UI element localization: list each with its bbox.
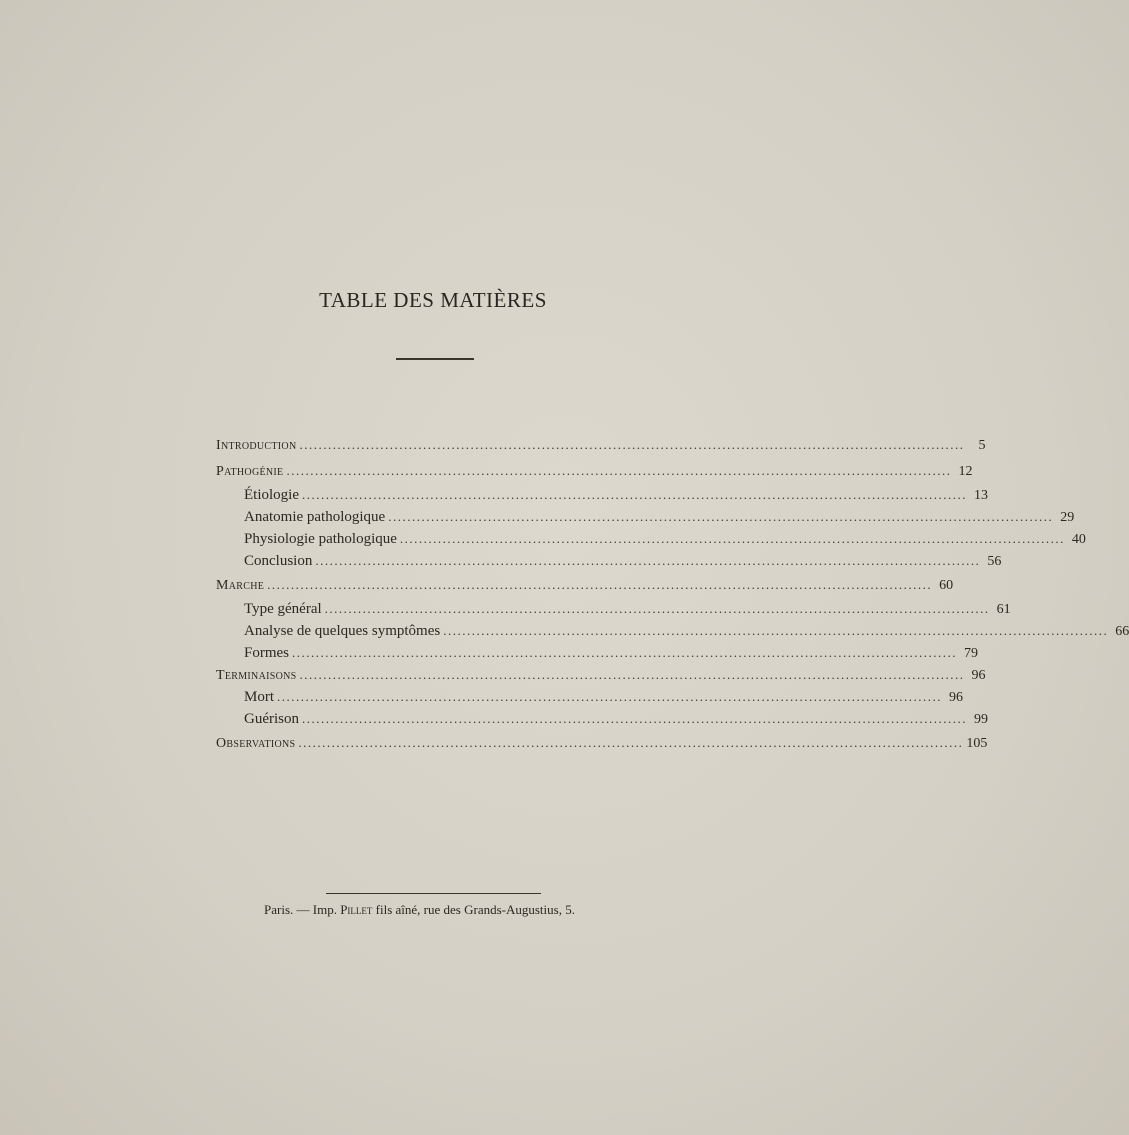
printer-imprint [264,902,624,918]
toc-entry-page: 105 [966,736,988,751]
toc-entry-page: 99 [974,712,988,727]
footer-divider [326,893,541,894]
toc-entry-label: Conclusion [244,553,313,569]
imprint-printer: Pillet [340,902,373,917]
toc-leader-dots: ............................................................................................................................................ [277,689,942,704]
toc-entry-page: 5 [978,438,986,453]
toc-entry-page: 56 [987,554,1002,569]
toc-leader-dots: ............................................................................................................................................ [399,531,1065,546]
toc-entry [216,667,986,689]
toc-entry-label: Formes [244,645,289,661]
toc-entry-label: Terminaisons [216,668,297,683]
toc-entry-page: 13 [974,488,988,503]
toc-leader-dots: ............................................................................................................................................ [315,553,981,568]
toc-entry-label: Observations [216,736,296,751]
toc-entry-label: Introduction [216,438,297,453]
toc-entry [216,437,986,459]
imprint-prefix: Paris. — Imp. [264,902,341,917]
toc-entry [244,553,1002,575]
toc-entry-label: Mort [244,689,274,705]
toc-entry-label: Physiologie pathologique [244,531,397,547]
toc-entry [244,601,1011,623]
toc-entry-label: Marche [216,578,265,593]
toc-entry [244,689,963,711]
toc-entry-page: 79 [964,646,978,661]
toc-leader-dots: ............................................................................................................................................ [302,487,967,502]
toc-leader-dots: ............................................................................................................................................ [324,601,990,616]
toc-entry [244,711,988,733]
toc-entry-page: 96 [971,668,986,683]
toc-entry-page: 12 [958,464,973,479]
toc-leader-dots: ............................................................................................................................................ [292,645,957,660]
toc-entry [244,487,988,509]
toc-entry-page: 61 [996,602,1011,617]
toc-entry [244,509,1075,531]
toc-entry [216,735,988,757]
toc-leader-dots: ............................................................................................................................................ [298,735,964,750]
toc-entry [244,645,978,667]
imprint-suffix: fils aîné, rue des Grands-Augustius, 5. [372,902,575,917]
toc-entry-label: Analyse de quelques symptômes [244,623,441,639]
toc-entry [244,531,1086,553]
toc-leader-dots: ............................................................................................................................................ [299,437,965,452]
toc-leader-dots: ............................................................................................................................................ [286,463,952,478]
toc-entry-label: Type général [244,601,322,617]
toc-entry-label: Anatomie pathologique [244,509,386,525]
toc-entry-page: 96 [949,690,963,705]
toc-leader-dots: ............................................................................................................................................ [388,509,1054,524]
toc-entry-page: 40 [1071,532,1086,547]
toc-entry-page: 60 [939,578,954,593]
toc-leader-dots: ............................................................................................................................................ [443,623,1109,638]
toc-entry [216,463,973,485]
toc-entry-page: 66 [1115,624,1129,639]
toc-leader-dots: ............................................................................................................................................ [267,577,933,592]
page-title: TABLE DES MATIÈRES [319,288,547,312]
toc-entry-label: Guérison [244,711,299,727]
toc-entry-label: Pathogénie [216,464,284,479]
toc-entry [244,623,1129,645]
toc-entry [216,577,954,599]
toc-leader-dots: ............................................................................................................................................ [302,711,967,726]
toc-leader-dots: ............................................................................................................................................ [299,667,965,682]
toc-entry-page: 29 [1060,510,1075,525]
toc-entry-label: Étiologie [244,487,299,503]
